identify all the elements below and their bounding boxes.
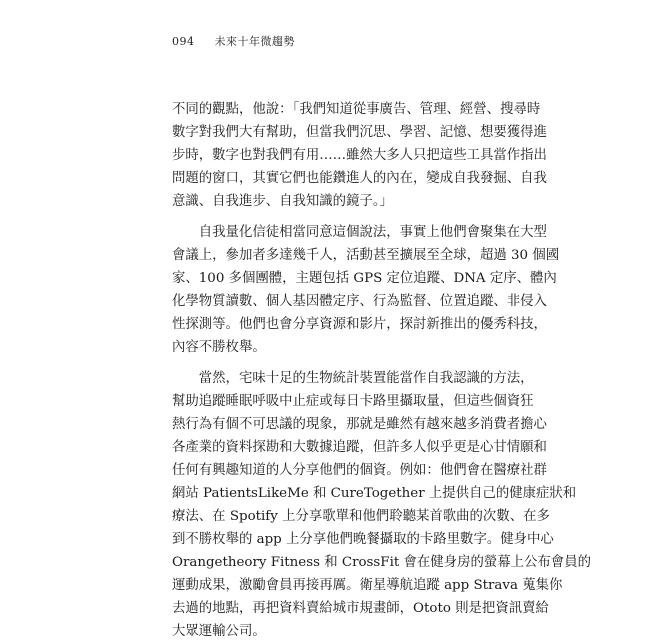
text-line: 熱行為有個不可思議的現象，那就是雖然有越來越多消費者擔心	[172, 417, 547, 432]
text-line: 各產業的資料探勘和大數據追蹤，但許多人似乎更是心甘情願和	[172, 440, 547, 455]
text-line: 去過的地點，再把資料賣給城市規畫師，Ototo 則是把資訊賣給	[172, 601, 549, 616]
text-line: 幫助追蹤睡眠呼吸中止症或每日卡路里攝取量，但這些個資狂	[172, 394, 534, 409]
text-line: 化學物質讀數、個人基因體定序、行為監督、位置追蹤、非侵入	[172, 294, 547, 309]
text-line: 意識、自我進步、自我知識的鏡子。」	[172, 194, 393, 209]
text-line: 療法、在 Spotify 上分享歌單和他們聆聽某首歌曲的次數、在多	[172, 509, 550, 524]
text-line: 自我量化信徒相當同意這個說法，事實上他們會聚集在大型	[172, 225, 547, 240]
text-line: 任何有興趣知道的人分享他們的個資。例如：他們會在醫療社群	[172, 463, 547, 478]
text-line: 內容不勝枚舉。	[172, 340, 266, 355]
text-line: 問題的窗口，其實它們也能鑽進人的內在，變成自我發掘、自我	[172, 171, 547, 186]
text-line: 家、100 多個團體，主題包括 GPS 定位追蹤、DNA 定序、體內	[172, 271, 557, 286]
text-line: 到不勝枚舉的 app 上分享他們晚餐攝取的卡路里數字。健身中心	[172, 532, 554, 547]
page-number: 094	[172, 35, 195, 48]
paragraph-2	[172, 221, 560, 359]
text-line: 數字對我們大有幫助，但當我們沉思、學習、記憶、想要獲得進	[172, 125, 547, 140]
text-line: 當然，宅味十足的生物統計裝置能當作自我認識的方法，	[172, 371, 534, 386]
text-line: 會議上，參加者多達幾千人，活動甚至擴展至全球，超過 30 個國	[172, 248, 560, 263]
text-line: 步時，數字也對我們有用……雖然大多人只把這些工具當作指出	[172, 148, 547, 163]
text-line: 網站 PatientsLikeMe 和 CureTogether 上提供自己的健康症狀和	[172, 486, 577, 501]
text-line: Orangetheory Fitness 和 CrossFit 會在健身房的螢幕上公布會員的	[172, 555, 591, 570]
text-line: 大眾運輸公司。	[172, 624, 266, 639]
text-line: 性探測等。他們也會分享資源和影片，探討新推出的優秀科技，	[172, 317, 547, 332]
paragraph-1	[172, 98, 547, 213]
book-title: 未來十年微趨勢	[214, 35, 295, 48]
body-text	[172, 98, 591, 643]
running-header	[172, 33, 295, 49]
text-line: 運動成果，激勵會員再接再厲。衛星導航追蹤 app Strava 蒐集你	[172, 578, 563, 593]
text-line: 不同的觀點，他說：「我們知道從事廣告、管理、經營、搜尋時	[172, 102, 541, 117]
paragraph-3	[172, 367, 591, 643]
